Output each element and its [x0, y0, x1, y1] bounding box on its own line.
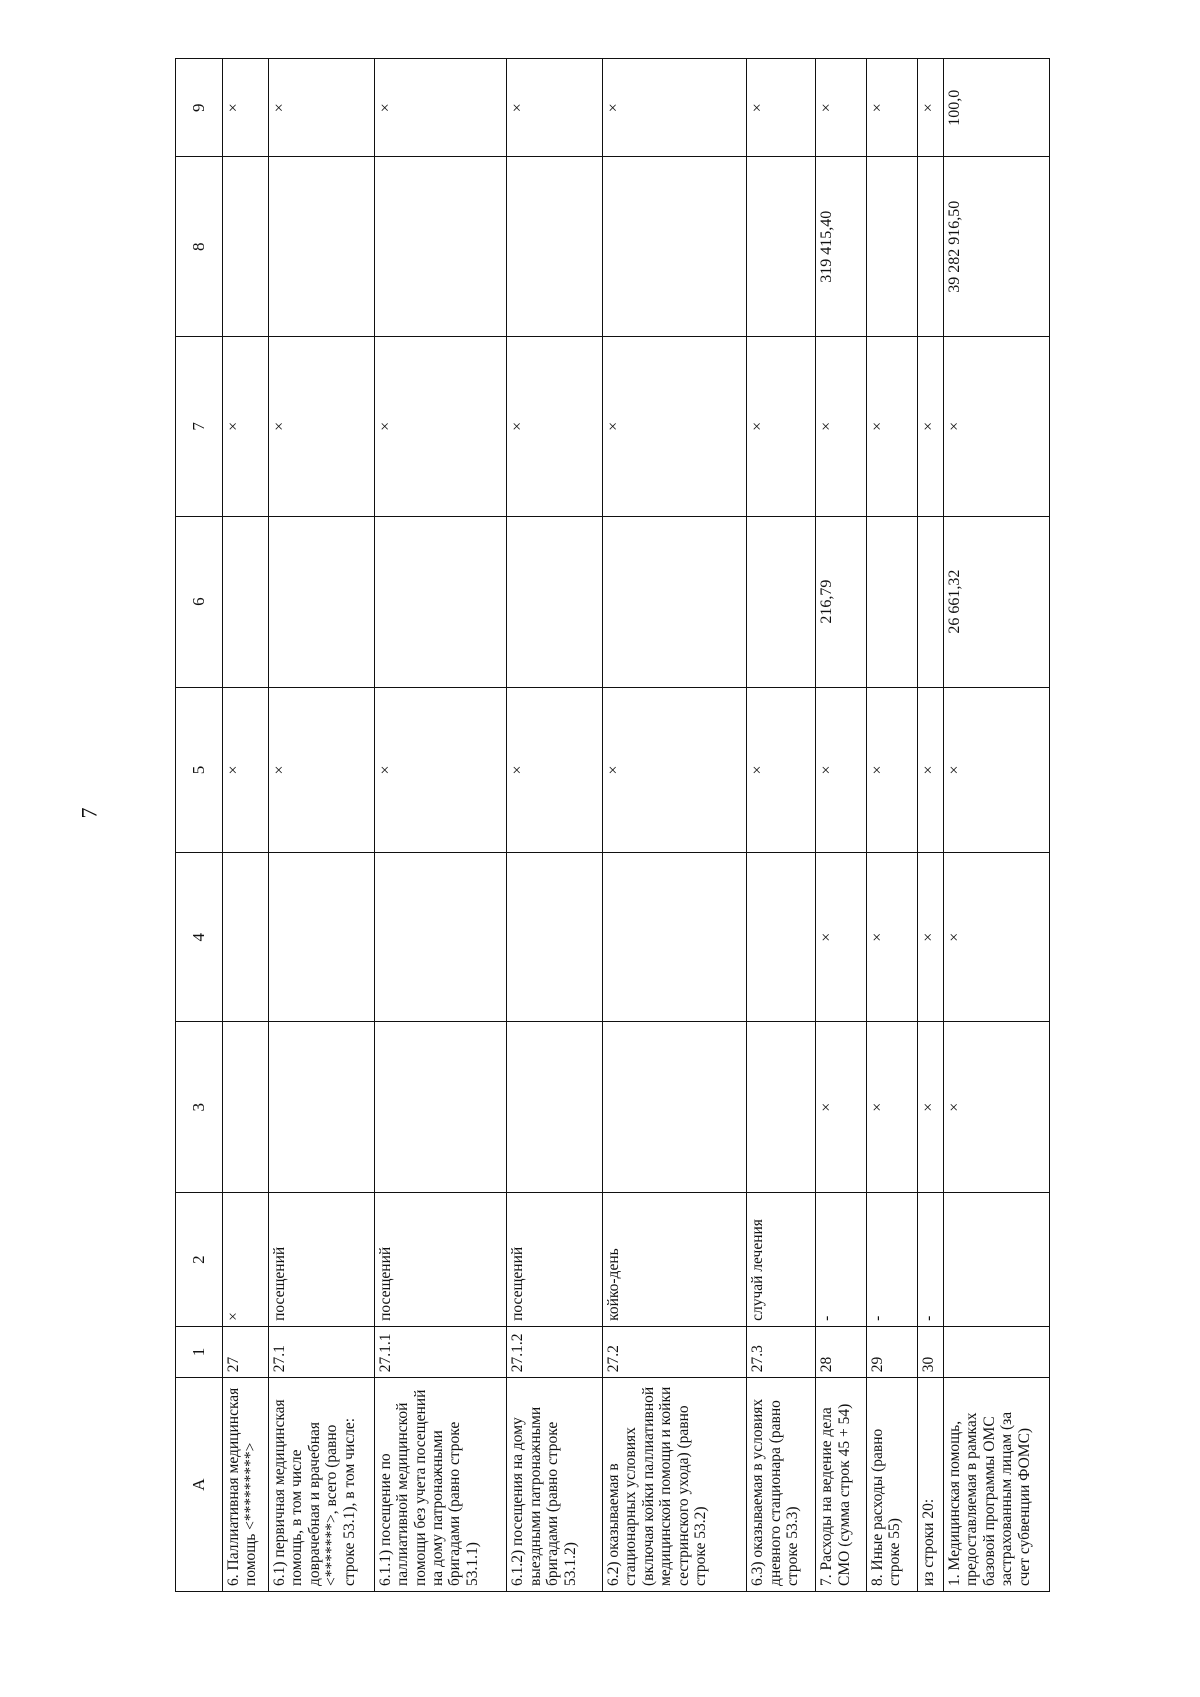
table-cell: ×	[816, 337, 867, 517]
table-cell: ×	[867, 1022, 918, 1193]
rotated-table-container	[175, 58, 1050, 1592]
table-cell: 100,0	[944, 59, 1050, 157]
table-row	[944, 59, 1050, 1592]
table-cell	[747, 157, 816, 337]
table-cell: ×	[269, 337, 375, 517]
table-cell: 28	[816, 1326, 867, 1377]
row-label: 7. Расходы на ведение дела СМО (сумма строк 45 + 54)	[816, 1378, 867, 1592]
table-cell	[507, 516, 603, 687]
table-cell: ×	[816, 853, 867, 1022]
table-cell: ×	[867, 59, 918, 157]
table-cell: ×	[867, 853, 918, 1022]
row-label: 6. Паллиативная медицинская помощь <*********>	[223, 1378, 269, 1592]
header-row	[176, 59, 223, 1592]
table-cell: ×	[269, 59, 375, 157]
header-cell: 6	[176, 516, 223, 687]
table-cell: 27.2	[603, 1326, 747, 1377]
row-label: 6.3) оказываемая в условиях дневного стационара (равно строке 53.3)	[747, 1378, 816, 1592]
table-cell: ×	[816, 59, 867, 157]
table-cell: ×	[944, 853, 1050, 1022]
table-cell	[603, 1022, 747, 1193]
header-cell: A	[176, 1378, 223, 1592]
table-cell: 29	[867, 1326, 918, 1377]
table-cell: 26 661,32	[944, 516, 1050, 687]
table-cell: ×	[917, 59, 943, 157]
table-cell: ×	[816, 687, 867, 853]
table-cell: ×	[747, 59, 816, 157]
row-label: 6.1) первичная медицинская помощь, в том числе доврачебная и врачебная <*******>, всего (равно строке 53.1), в том числе:	[269, 1378, 375, 1592]
table-cell	[917, 157, 943, 337]
table-cell: 27.1.1	[374, 1326, 507, 1377]
table-cell: ×	[747, 687, 816, 853]
table-cell: койко-день	[603, 1193, 747, 1327]
table-cell: ×	[223, 1193, 269, 1327]
table-cell	[269, 1022, 375, 1193]
table-cell: ×	[944, 337, 1050, 517]
table-cell: 27	[223, 1326, 269, 1377]
table-cell: ×	[223, 687, 269, 853]
table-cell: ×	[917, 687, 943, 853]
table-cell	[223, 157, 269, 337]
table-cell	[603, 853, 747, 1022]
header-cell: 2	[176, 1193, 223, 1327]
table-cell: ×	[917, 1022, 943, 1193]
table-cell	[374, 157, 507, 337]
table-cell: ×	[223, 337, 269, 517]
table-cell: ×	[374, 687, 507, 853]
table-cell	[944, 1193, 1050, 1327]
table-cell: -	[816, 1193, 867, 1327]
row-label: 6.1.2) посещения на дому выездными патронажными бригадами (равно строке 53.1.2)	[507, 1378, 603, 1592]
table-cell: посещений	[269, 1193, 375, 1327]
table-cell	[507, 853, 603, 1022]
table-cell: 39 282 916,50	[944, 157, 1050, 337]
table-row	[269, 59, 375, 1592]
table-cell: ×	[507, 687, 603, 853]
data-table	[175, 58, 1050, 1592]
table-cell	[867, 516, 918, 687]
table-cell: ×	[917, 853, 943, 1022]
table-row	[867, 59, 918, 1592]
table-cell: ×	[374, 337, 507, 517]
table-cell: ×	[944, 1022, 1050, 1193]
table-cell: 27.3	[747, 1326, 816, 1377]
table-cell: ×	[507, 59, 603, 157]
table-cell: ×	[816, 1022, 867, 1193]
table-cell	[603, 516, 747, 687]
table-cell	[374, 516, 507, 687]
header-cell: 7	[176, 337, 223, 517]
table-row	[223, 59, 269, 1592]
table-cell: посещений	[374, 1193, 507, 1327]
row-label: 6.2) оказываемая в стационарных условиях (включая койки паллиативной медицинской помощи и койки сестринского ухода) (равно строке 53.2)	[603, 1378, 747, 1592]
table-cell	[603, 157, 747, 337]
table-cell: ×	[603, 687, 747, 853]
table-row	[603, 59, 747, 1592]
table-cell: случай лечения	[747, 1193, 816, 1327]
table-row	[917, 59, 943, 1592]
table-cell: ×	[867, 687, 918, 853]
row-label: 8. Иные расходы (равно строке 55)	[867, 1378, 918, 1592]
table-row	[747, 59, 816, 1592]
table-cell: посещений	[507, 1193, 603, 1327]
row-label: 6.1.1) посещение по паллиативной медицинской помощи без учета посещений на дому патронажными бригадами (равно строке 53.1.1)	[374, 1378, 507, 1592]
table-row	[507, 59, 603, 1592]
table-cell: 27.1	[269, 1326, 375, 1377]
table-cell: ×	[603, 337, 747, 517]
table-cell: ×	[867, 337, 918, 517]
table-cell	[223, 516, 269, 687]
table-cell	[747, 1022, 816, 1193]
header-cell: 1	[176, 1326, 223, 1377]
table-row	[374, 59, 507, 1592]
table-cell	[944, 1326, 1050, 1377]
table-cell	[747, 853, 816, 1022]
table-cell	[223, 1022, 269, 1193]
table-cell: ×	[603, 59, 747, 157]
table-cell	[507, 1022, 603, 1193]
table-cell	[507, 157, 603, 337]
table-row	[816, 59, 867, 1592]
table-cell	[747, 516, 816, 687]
row-label: 1. Медицинская помощь, предоставляемая в рамках базовой программы ОМС застрахованным лицам (за счет субвенции ФОМС)	[944, 1378, 1050, 1592]
header-cell: 8	[176, 157, 223, 337]
table-cell: ×	[747, 337, 816, 517]
table-cell	[223, 853, 269, 1022]
table-cell	[269, 157, 375, 337]
table-cell: -	[917, 1193, 943, 1327]
table-cell: ×	[507, 337, 603, 517]
table-cell	[374, 1022, 507, 1193]
table-cell	[917, 516, 943, 687]
table-cell: 319 415,40	[816, 157, 867, 337]
table-cell: ×	[917, 337, 943, 517]
table-cell	[374, 853, 507, 1022]
table-cell: ×	[944, 687, 1050, 853]
header-cell: 9	[176, 59, 223, 157]
table-cell	[867, 157, 918, 337]
table-cell: -	[867, 1193, 918, 1327]
table-cell: ×	[269, 687, 375, 853]
table-cell: 216,79	[816, 516, 867, 687]
table-cell: ×	[223, 59, 269, 157]
header-cell: 5	[176, 687, 223, 853]
table-cell	[269, 853, 375, 1022]
table-cell	[269, 516, 375, 687]
header-cell: 4	[176, 853, 223, 1022]
table-cell: ×	[374, 59, 507, 157]
page-number: 7	[76, 807, 102, 819]
table-cell: 30	[917, 1326, 943, 1377]
header-cell: 3	[176, 1022, 223, 1193]
table-cell: 27.1.2	[507, 1326, 603, 1377]
row-label: из строки 20:	[917, 1378, 943, 1592]
